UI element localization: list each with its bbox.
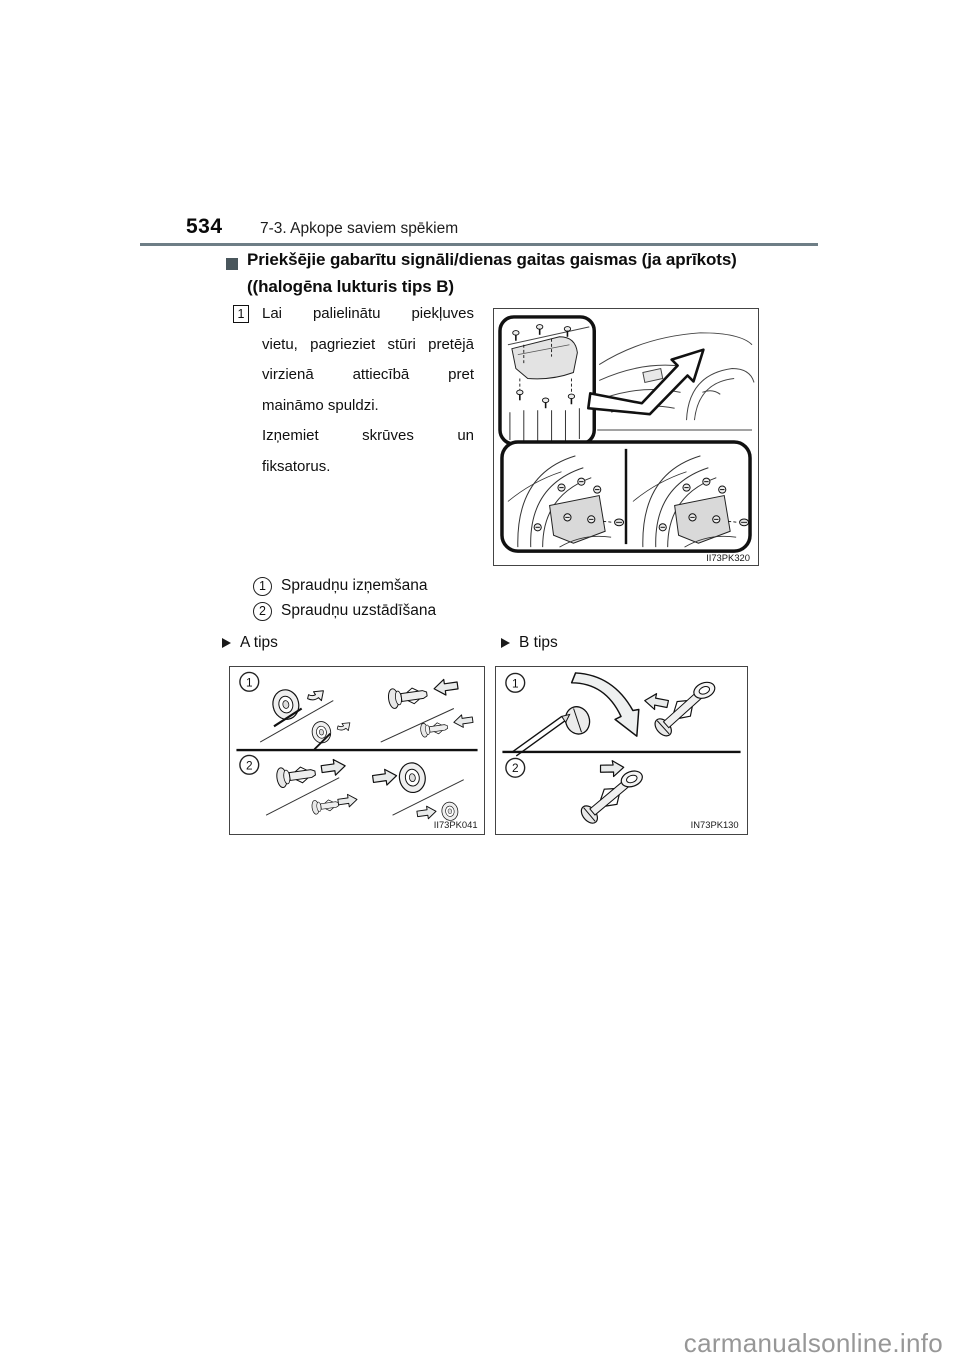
heading-bullet-square: [226, 258, 238, 270]
step-number-box: 1: [233, 305, 249, 323]
step-paragraph-2: [262, 421, 474, 482]
triangle-marker-icon: [222, 638, 231, 648]
text-line: Lai palielinātu piekļuves: [262, 305, 474, 322]
legend-label: Spraudņu uzstādīšana: [281, 602, 437, 619]
circled-number-1: 1: [511, 676, 519, 691]
circled-number-1: 1: [245, 675, 253, 690]
text-line: maināmo spuldzi.: [262, 396, 379, 414]
clip-type-a-illustration: [230, 667, 484, 834]
figure-wheel-well: [493, 308, 759, 566]
wheel-well-panel: [502, 442, 750, 551]
page-number: 534: [186, 215, 223, 238]
section-title: 7-3. Apkope saviem spēkiem: [260, 220, 459, 237]
figure-caption: IN73PK130: [690, 820, 739, 831]
figure-clip-type-a: [229, 666, 485, 835]
figure-clip-type-b: [495, 666, 748, 835]
variant-b-heading: [501, 633, 558, 653]
wheel-well-illustration: [494, 309, 758, 565]
text-line: fiksatorus.: [262, 457, 331, 475]
text-line: Izņemiet skrūves un: [262, 427, 474, 444]
circled-number-1: 1: [253, 577, 272, 596]
variant-a-label: A tips: [240, 634, 278, 651]
variant-b-label: B tips: [519, 634, 558, 651]
variant-a-heading: [222, 633, 278, 653]
pry-clip-group: [512, 673, 721, 756]
figure-caption: II73PK320: [706, 552, 751, 564]
circled-number-2: 2: [245, 758, 253, 773]
direction-arrow: [599, 759, 625, 779]
legend-label: Spraudņu izņemšana: [281, 577, 428, 594]
triangle-marker-icon: [501, 638, 510, 648]
install-clip-group: [578, 759, 649, 827]
direction-arrow: [645, 694, 669, 710]
watermark-text: carmanualsonline.info: [683, 1328, 943, 1358]
text-line: virzienā attiecībā pret: [262, 366, 474, 384]
clip-installation-row: [266, 758, 464, 822]
circled-number-2: 2: [253, 602, 272, 621]
figure-caption: II73PK041: [433, 820, 478, 831]
circled-number-2: 2: [511, 761, 519, 776]
legend-item-removal: [253, 576, 428, 596]
text-line: vietu, pagrieziet stūri pretējā: [262, 335, 474, 353]
heading-line-1: Priekšējie gabarītu signāli/dienas gaitas gaismas (ja aprīkots): [247, 250, 737, 269]
step-paragraph-1: [262, 299, 474, 421]
heading-line-2: ((halogēna lukturis tips B): [247, 277, 454, 296]
header-rule: [140, 243, 818, 246]
headlamp-detail-panel: [500, 317, 594, 444]
clip-type-b-illustration: [496, 667, 747, 834]
legend-item-installation: [253, 601, 436, 621]
clip-removal-row: [260, 678, 473, 750]
